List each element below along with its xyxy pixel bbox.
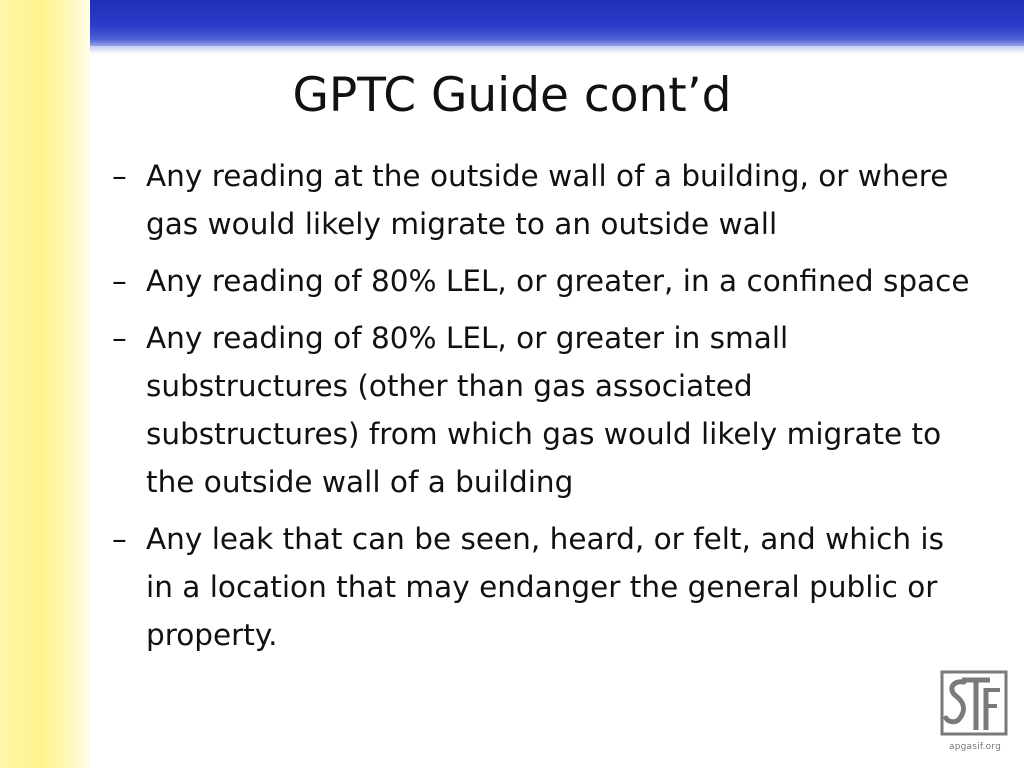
bullet-item: [112, 515, 972, 659]
stf-logo: [934, 668, 1016, 756]
bullet-dash: –: [112, 159, 127, 193]
bullet-text: Any leak that can be seen, heard, or felt, and which is in a location that may endanger the general public or property.: [146, 522, 944, 652]
bullet-list: [112, 152, 972, 668]
slide-title: GPTC Guide cont’d: [292, 68, 732, 123]
logo-caption: apgasif.org: [949, 742, 1001, 752]
top-bar-fade: [90, 46, 1024, 54]
stf-logo-mark: [934, 668, 1016, 742]
bullet-item: [112, 257, 972, 305]
bullet-text: Any reading of 80% LEL, or greater, in a confined space: [146, 264, 970, 298]
bullet-dash: –: [112, 522, 127, 556]
bullet-item: [112, 314, 972, 506]
bullet-item: [112, 152, 972, 248]
bullet-text: Any reading at the outside wall of a building, or where gas would likely migrate to an outside wall: [146, 159, 949, 241]
top-blue-bar: [90, 0, 1024, 46]
bullet-text: Any reading of 80% LEL, or greater in small substructures (other than gas associated substructures) from which gas would likely migrate to the outside wall of a building: [146, 321, 942, 499]
bullet-dash: –: [112, 264, 127, 298]
bullet-dash: –: [112, 321, 127, 355]
